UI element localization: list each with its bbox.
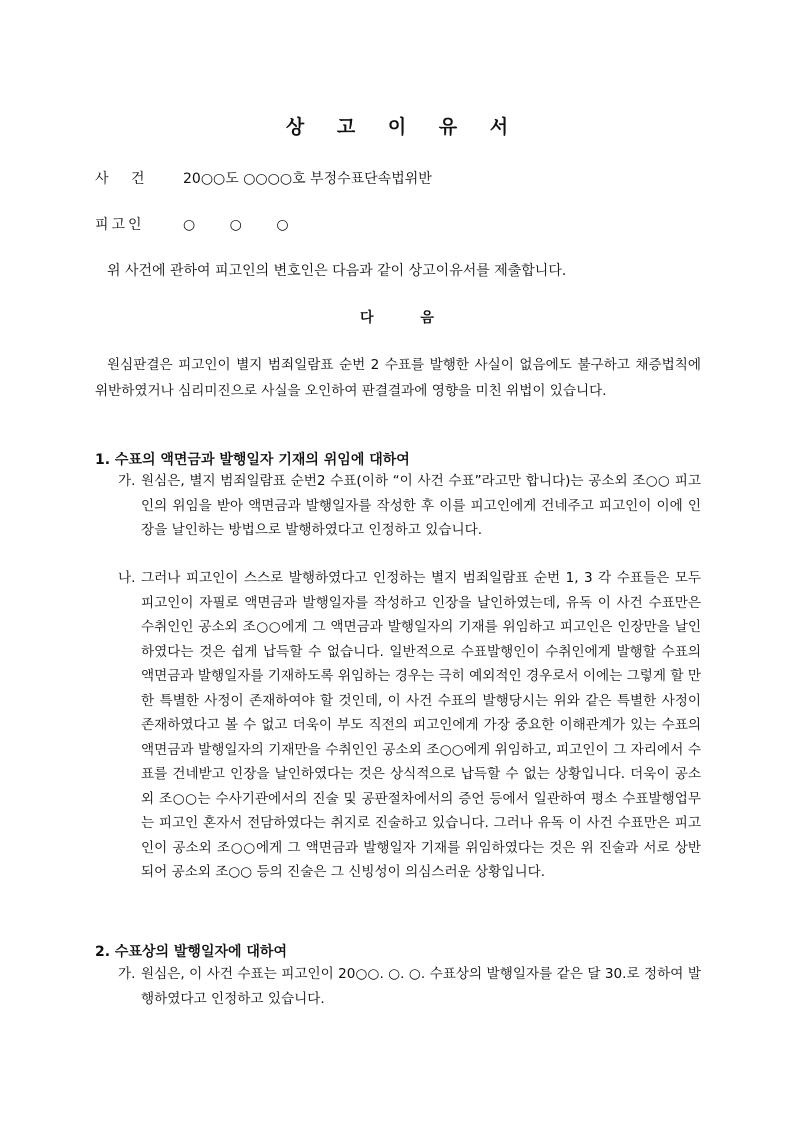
item-text: 그러나 피고인이 스스로 발행하였다고 인정하는 별지 범죄일람표 순번 1, 3 각 수표들은 모두 피고인이 자필로 액면금과 발행일자를 작성하고 인장을 날인하였는데, 유독 이 사건 수표만은 수취인인 공소외 조○○에게 그 액면금과 발행일자의 기재를 위임하고 피고인은 인장만을 날인하였다는 것은 쉽게 납득할 수 없습니다. 일반적으로 수표발행인이 수취인에게 발행할 수표의 액면금과 발행일자를 기재하도록 위임하는 경우는 극히 예외적인 경우로서 이에는 그렇게 할 만한 특별한 사정이 존재하여야 할 것인데, 이 사건 수표의 발행당시는 위와 같은 특별한 사정이 존재하였다고 볼 수 없고 더욱이 부도 직전의 피고인에게 가장 중요한 이해관계가 있는 수표의 액면금과 발행일자의 기재만을 수취인인 공소외 조○○에게 위임하고, 피고인이 그 자리에서 수표를 건네받고 인장을 날인하였다는 것은 상식적으로 납득할 수 없는 상황입니다. 더욱이 공소외 조○○는 수사기관에서의 진술 및 공판절차에서의 증언 등에서 일관하여 평소 수표발행업무는 피고인 혼자서 전담하였다는 취지로 진술하고 있습니다. 그러나 유독 이 사건 수표만은 피고인이 공소외 조○○에게 그 액면금과 발행일자 기재를 위임하였다는 것은 위 진술과 서로 상반되어 공소외 조○○ 등의 진술은 그 신빙성이 의심스러운 상황입니다. (141, 570, 701, 880)
item-marker: 나. (118, 570, 136, 586)
opening-paragraph: 원심판결은 피고인이 별지 범죄일람표 순번 2 수표를 발행한 사실이 없음에도 불구하고 채증법칙에 위반하였거나 심리미진으로 사실을 오인하여 판결결과에 영향을 미친 위법이 있습니다. (95, 357, 701, 399)
case-value: 20○○도 ○○○○호 부정수표단속법위반 (183, 171, 432, 187)
section-1-title: 1. 수표의 액면금과 발행일자 기재의 위임에 대하여 (95, 452, 410, 468)
section-2-item-a (118, 962, 701, 1011)
section-heading: 다 음 (360, 310, 434, 326)
item-text: 원심은, 별지 범죄일람표 순번2 수표(이하 “이 사건 수표”라고만 합니다)는 공소외 조○○ 피고인의 위임을 받아 액면금과 발행일자를 작성한 후 이를 피고인에게 건네주고 피고인이 이에 인장을 날인하는 방법으로 발행하였다고 인정하고 있습니다. (141, 473, 701, 538)
case-row (95, 168, 432, 188)
defendant-row (95, 214, 289, 234)
section-1-item-b (118, 566, 701, 885)
document-title: 상 고 이 유 서 (285, 116, 509, 138)
item-marker: 가. (118, 966, 136, 982)
defendant-value: ○ ○ ○ (183, 217, 289, 233)
item-marker: 가. (118, 473, 136, 489)
section-2-title: 2. 수표상의 발행일자에 대하여 (95, 944, 287, 960)
section-1-item-a (118, 469, 701, 543)
case-label: 사 건 (95, 171, 145, 187)
defendant-label: 피고인 (95, 217, 145, 233)
intro-sentence: 위 사건에 관하여 피고인의 변호인은 다음과 같이 상고이유서를 제출합니다. (107, 263, 567, 279)
item-text: 원심은, 이 사건 수표는 피고인이 20○○. ○. ○. 수표상의 발행일자를 같은 달 30.로 정하여 발행하였다고 인정하고 있습니다. (141, 966, 701, 1007)
